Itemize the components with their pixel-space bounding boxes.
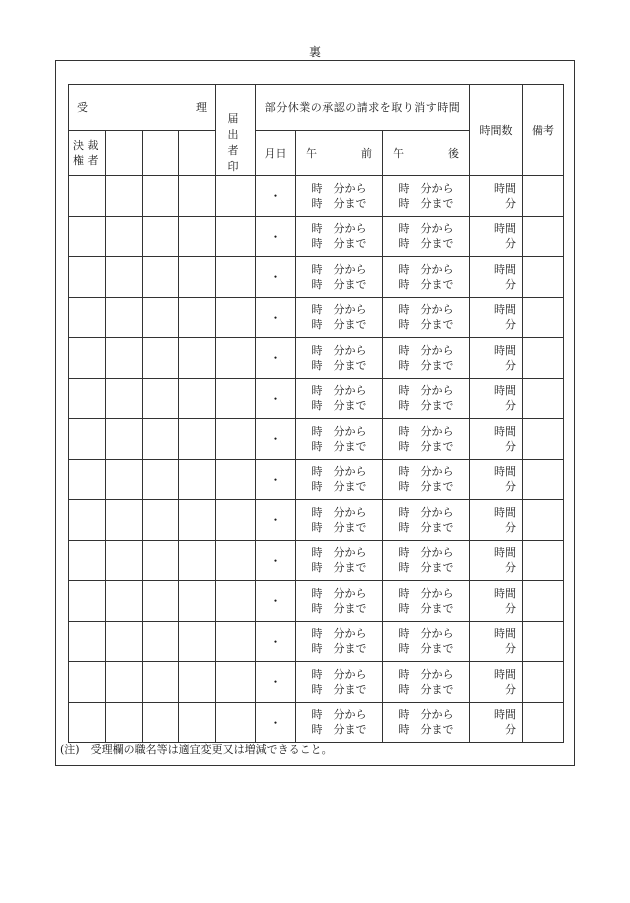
blank-cell[interactable]: [179, 540, 216, 581]
pm-time-cell[interactable]: 時 分から 時 分まで: [383, 378, 470, 419]
date-cell[interactable]: ・: [256, 419, 296, 460]
blank-cell[interactable]: [216, 378, 256, 419]
blank-cell[interactable]: [216, 459, 256, 500]
remarks-cell[interactable]: [523, 297, 564, 338]
blank-cell[interactable]: [143, 257, 179, 298]
remarks-cell[interactable]: [523, 257, 564, 298]
am-time-cell[interactable]: 時 分から 時 分まで: [296, 176, 383, 217]
blank-cell[interactable]: [106, 257, 143, 298]
blank-cell[interactable]: [69, 378, 106, 419]
table-row: [69, 540, 564, 581]
pm-header: 午 後: [383, 130, 470, 176]
table-row: [69, 662, 564, 703]
remarks-cell[interactable]: [523, 216, 564, 257]
am-time-cell[interactable]: 時 分から 時 分まで: [296, 540, 383, 581]
pm-time-cell[interactable]: 時 分から 時 分まで: [383, 500, 470, 541]
am-header: 午 前: [296, 130, 383, 176]
hours-cell[interactable]: 時間 分: [470, 662, 523, 703]
blank-cell[interactable]: [106, 621, 143, 662]
remarks-cell[interactable]: [523, 419, 564, 460]
date-cell[interactable]: ・: [256, 621, 296, 662]
table-row: [69, 378, 564, 419]
hours-cell[interactable]: 時間 分: [470, 581, 523, 622]
table-row: [69, 338, 564, 379]
page-side-label: 裏: [308, 45, 321, 59]
remarks-cell[interactable]: [523, 378, 564, 419]
blank-cell[interactable]: [106, 500, 143, 541]
blank-cell[interactable]: [216, 297, 256, 338]
pm-time-cell[interactable]: 時 分から 時 分まで: [383, 419, 470, 460]
remarks-cell[interactable]: [523, 621, 564, 662]
blank-cell[interactable]: [69, 419, 106, 460]
blank-cell[interactable]: [216, 702, 256, 743]
remarks-cell[interactable]: [523, 702, 564, 743]
blank-cell[interactable]: [179, 297, 216, 338]
blank-cell[interactable]: [69, 500, 106, 541]
hours-cell[interactable]: 時間 分: [470, 500, 523, 541]
date-cell[interactable]: ・: [256, 176, 296, 217]
blank-cell[interactable]: [143, 581, 179, 622]
hours-cell[interactable]: 時間 分: [470, 176, 523, 217]
blank-cell[interactable]: [106, 419, 143, 460]
pm-time-cell[interactable]: 時 分から 時 分まで: [383, 621, 470, 662]
blank-cell[interactable]: [216, 500, 256, 541]
date-cell[interactable]: ・: [256, 459, 296, 500]
remarks-cell[interactable]: [523, 459, 564, 500]
pm-time-cell[interactable]: 時 分から 時 分まで: [383, 662, 470, 703]
receipt-blank-2: [143, 130, 179, 176]
blank-cell[interactable]: [69, 176, 106, 217]
blank-cell[interactable]: [69, 338, 106, 379]
blank-cell[interactable]: [69, 540, 106, 581]
date-cell[interactable]: ・: [256, 378, 296, 419]
pm-time-cell[interactable]: 時 分から 時 分まで: [383, 702, 470, 743]
blank-cell[interactable]: [216, 621, 256, 662]
am-time-cell[interactable]: 時 分から 時 分まで: [296, 338, 383, 379]
pm-time-cell[interactable]: 時 分から 時 分まで: [383, 540, 470, 581]
blank-cell[interactable]: [69, 702, 106, 743]
remarks-cell[interactable]: [523, 540, 564, 581]
blank-cell[interactable]: [69, 216, 106, 257]
blank-cell[interactable]: [106, 216, 143, 257]
decider-header: 決 裁 権 者: [69, 130, 106, 176]
blank-cell[interactable]: [106, 378, 143, 419]
blank-cell[interactable]: [179, 702, 216, 743]
pm-time-cell[interactable]: 時 分から 時 分まで: [383, 459, 470, 500]
date-cell[interactable]: ・: [256, 338, 296, 379]
blank-cell[interactable]: [143, 297, 179, 338]
hours-cell[interactable]: 時間 分: [470, 540, 523, 581]
receipt-blank-3: [179, 130, 216, 176]
remarks-cell[interactable]: [523, 581, 564, 622]
date-cell[interactable]: ・: [256, 500, 296, 541]
table-row: [69, 297, 564, 338]
table-row: [69, 216, 564, 257]
date-cell[interactable]: ・: [256, 257, 296, 298]
blank-cell[interactable]: [216, 176, 256, 217]
blank-cell[interactable]: [216, 540, 256, 581]
am-time-cell[interactable]: 時 分から 時 分まで: [296, 216, 383, 257]
request-title: 部分休業の承認の請求を取り消す時間: [256, 85, 470, 131]
blank-cell[interactable]: [179, 216, 216, 257]
date-cell[interactable]: ・: [256, 662, 296, 703]
hours-cell[interactable]: 時間 分: [470, 297, 523, 338]
blank-cell[interactable]: [69, 581, 106, 622]
blank-cell[interactable]: [106, 176, 143, 217]
blank-cell[interactable]: [216, 216, 256, 257]
blank-cell[interactable]: [106, 662, 143, 703]
blank-cell[interactable]: [143, 702, 179, 743]
blank-cell[interactable]: [179, 176, 216, 217]
blank-cell[interactable]: [106, 459, 143, 500]
table-row: [69, 257, 564, 298]
blank-cell[interactable]: [69, 297, 106, 338]
blank-cell[interactable]: [106, 297, 143, 338]
blank-cell[interactable]: [179, 662, 216, 703]
table-row: [69, 621, 564, 662]
am-time-cell[interactable]: 時 分から 時 分まで: [296, 581, 383, 622]
table-row: [69, 419, 564, 460]
blank-cell[interactable]: [143, 378, 179, 419]
blank-cell[interactable]: [216, 581, 256, 622]
blank-cell[interactable]: [106, 702, 143, 743]
blank-cell[interactable]: [106, 540, 143, 581]
remarks-cell[interactable]: [523, 338, 564, 379]
date-cell[interactable]: ・: [256, 540, 296, 581]
hours-cell[interactable]: 時間 分: [470, 338, 523, 379]
blank-cell[interactable]: [179, 419, 216, 460]
blank-cell[interactable]: [143, 540, 179, 581]
am-time-cell[interactable]: 時 分から 時 分まで: [296, 621, 383, 662]
blank-cell[interactable]: [143, 459, 179, 500]
table-row: [69, 581, 564, 622]
remarks-cell[interactable]: [523, 662, 564, 703]
blank-cell[interactable]: [143, 500, 179, 541]
blank-cell[interactable]: [179, 500, 216, 541]
table-row: [69, 702, 564, 743]
blank-cell[interactable]: [143, 176, 179, 217]
notifier-seal-header: 届 出 者 印: [216, 85, 256, 176]
blank-cell[interactable]: [216, 257, 256, 298]
hours-cell[interactable]: 時間 分: [470, 621, 523, 662]
blank-cell[interactable]: [179, 581, 216, 622]
blank-cell[interactable]: [179, 621, 216, 662]
pm-time-cell[interactable]: 時 分から 時 分まで: [383, 581, 470, 622]
receipt-blank-1: [106, 130, 143, 176]
table-row: [69, 500, 564, 541]
month-day-header: 月日: [256, 130, 296, 176]
blank-cell[interactable]: [143, 216, 179, 257]
blank-cell[interactable]: [143, 621, 179, 662]
table-row: [69, 459, 564, 500]
remarks-cell[interactable]: [523, 176, 564, 217]
blank-cell[interactable]: [216, 662, 256, 703]
blank-cell[interactable]: [143, 419, 179, 460]
pm-time-cell[interactable]: 時 分から 時 分まで: [383, 257, 470, 298]
blank-cell[interactable]: [69, 257, 106, 298]
hours-cell[interactable]: 時間 分: [470, 378, 523, 419]
hours-cell[interactable]: 時間 分: [470, 419, 523, 460]
hours-header: 時間数: [470, 85, 523, 176]
request-cancel-table: [68, 84, 564, 743]
blank-cell[interactable]: [179, 378, 216, 419]
date-cell[interactable]: ・: [256, 297, 296, 338]
blank-cell[interactable]: [106, 338, 143, 379]
blank-cell[interactable]: [143, 662, 179, 703]
am-time-cell[interactable]: 時 分から 時 分まで: [296, 459, 383, 500]
receipt-header: [69, 85, 216, 131]
hours-cell[interactable]: 時間 分: [470, 459, 523, 500]
remarks-cell[interactable]: [523, 500, 564, 541]
am-time-cell[interactable]: 時 分から 時 分まで: [296, 662, 383, 703]
am-time-cell[interactable]: 時 分から 時 分まで: [296, 419, 383, 460]
receipt-label-right: 理: [196, 101, 207, 115]
hours-cell[interactable]: 時間 分: [470, 216, 523, 257]
blank-cell[interactable]: [216, 338, 256, 379]
am-time-cell[interactable]: 時 分から 時 分まで: [296, 297, 383, 338]
date-cell[interactable]: ・: [256, 581, 296, 622]
am-time-cell[interactable]: 時 分から 時 分まで: [296, 500, 383, 541]
table-row: [69, 176, 564, 217]
pm-time-cell[interactable]: 時 分から 時 分まで: [383, 297, 470, 338]
hours-cell[interactable]: 時間 分: [470, 257, 523, 298]
am-time-cell[interactable]: 時 分から 時 分まで: [296, 257, 383, 298]
am-time-cell[interactable]: 時 分から 時 分まで: [296, 378, 383, 419]
footnote: (注) 受理欄の職名等は適宜変更又は増減できること。: [60, 743, 333, 756]
blank-cell[interactable]: [179, 338, 216, 379]
blank-cell[interactable]: [179, 257, 216, 298]
blank-cell[interactable]: [216, 419, 256, 460]
blank-cell[interactable]: [69, 459, 106, 500]
am-time-cell[interactable]: 時 分から 時 分まで: [296, 702, 383, 743]
blank-cell[interactable]: [69, 662, 106, 703]
pm-time-cell[interactable]: 時 分から 時 分まで: [383, 176, 470, 217]
date-cell[interactable]: ・: [256, 702, 296, 743]
blank-cell[interactable]: [106, 581, 143, 622]
blank-cell[interactable]: [179, 459, 216, 500]
pm-time-cell[interactable]: 時 分から 時 分まで: [383, 216, 470, 257]
blank-cell[interactable]: [69, 621, 106, 662]
hours-cell[interactable]: 時間 分: [470, 702, 523, 743]
receipt-label-left: 受: [77, 101, 88, 115]
blank-cell[interactable]: [143, 338, 179, 379]
remarks-header: 備考: [523, 85, 564, 176]
date-cell[interactable]: ・: [256, 216, 296, 257]
pm-time-cell[interactable]: 時 分から 時 分まで: [383, 338, 470, 379]
